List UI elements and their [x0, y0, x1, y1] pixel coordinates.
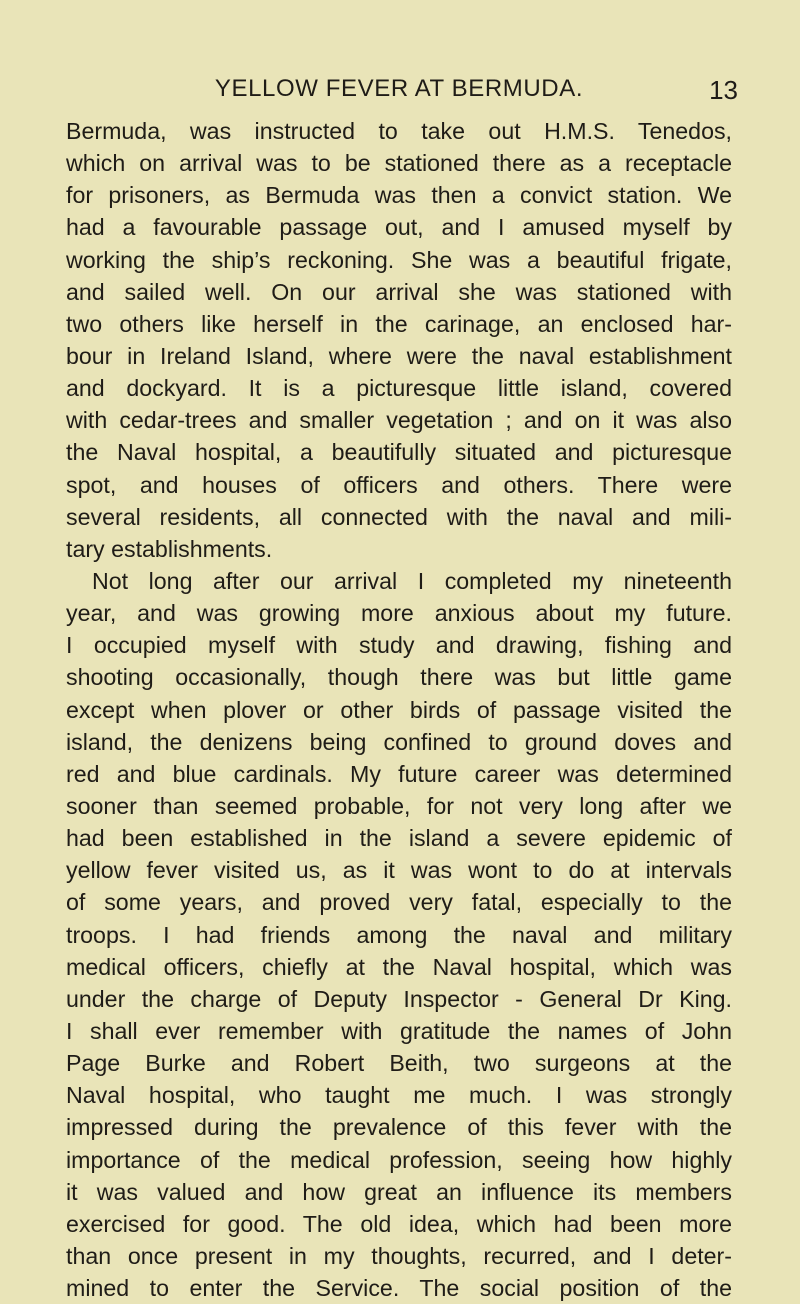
text-line: I occupied myself with study and drawing, fishing and	[66, 632, 732, 659]
text-line: tary establishments.	[66, 535, 273, 562]
paragraph	[66, 565, 732, 1304]
text-line: and dockyard. It is a picturesque little island, covered	[66, 375, 732, 402]
text-line: importance of the medical profession, seeing how highly	[66, 1146, 732, 1173]
text-line: had been established in the island a severe epidemic of	[66, 825, 732, 852]
text-line: I shall ever remember with gratitude the names of John	[66, 1017, 732, 1044]
text-line: it was valued and how great an influence its members	[66, 1178, 732, 1205]
text-line: with cedar-trees and smaller vegetation ; and on it was also	[66, 407, 732, 434]
text-line: the Naval hospital, a beautifully situated and picturesque	[66, 439, 732, 466]
running-head	[66, 74, 738, 108]
text-line: medical officers, chiefly at the Naval hospital, which was	[66, 953, 732, 980]
text-line: sooner than seemed probable, for not very long after we	[66, 792, 732, 819]
text-line: spot, and houses of officers and others. There were	[66, 471, 732, 498]
text-line: of some years, and proved very fatal, especially to the	[66, 889, 732, 916]
text-line: except when plover or other birds of passage visited the	[66, 696, 732, 723]
page-number: 13	[709, 75, 738, 105]
text-line: which on arrival was to be stationed there as a receptacle	[66, 150, 732, 177]
paragraph	[66, 115, 732, 565]
text-line: yellow fever visited us, as it was wont to do at intervals	[66, 857, 732, 884]
text-line: working the ship’s reckoning. She was a beautiful frigate,	[66, 246, 732, 273]
text-line: Naval hospital, who taught me much. I was strongly	[66, 1082, 732, 1109]
text-line: bour in Ireland Island, where were the naval establishment	[66, 342, 732, 369]
text-line: Page Burke and Robert Beith, two surgeons at the	[66, 1050, 732, 1077]
text-line: troops. I had friends among the naval and military	[66, 921, 732, 948]
text-line: several residents, all connected with the naval and mili-	[66, 503, 732, 530]
text-line: two others like herself in the carinage, an enclosed har-	[66, 310, 732, 337]
text-line: red and blue cardinals. My future career was determined	[66, 760, 732, 787]
text-line: island, the denizens being confined to ground doves and	[66, 728, 732, 755]
text-line: mined to enter the Service. The social position of the	[66, 1275, 732, 1302]
running-title: YELLOW FEVER AT BERMUDA.	[214, 75, 584, 102]
text-line: impressed during the prevalence of this fever with the	[66, 1114, 732, 1141]
body-text	[66, 115, 732, 1304]
text-line: exercised for good. The old idea, which had been more	[66, 1210, 732, 1237]
text-line: year, and was growing more anxious about my future.	[66, 600, 732, 627]
text-line: for prisoners, as Bermuda was then a convict station. We	[66, 182, 732, 209]
text-line: under the charge of Deputy Inspector - General Dr King.	[66, 985, 732, 1012]
text-line: Bermuda, was instructed to take out H.M.S. Tenedos,	[66, 118, 732, 144]
text-line: and sailed well. On our arrival she was stationed with	[66, 278, 732, 305]
text-line: shooting occasionally, though there was but little game	[66, 664, 732, 691]
text-line: than once present in my thoughts, recurred, and I deter-	[66, 1242, 732, 1269]
text-line: Not long after our arrival I completed my nineteenth	[92, 567, 732, 594]
text-line: had a favourable passage out, and I amused myself by	[66, 214, 732, 241]
